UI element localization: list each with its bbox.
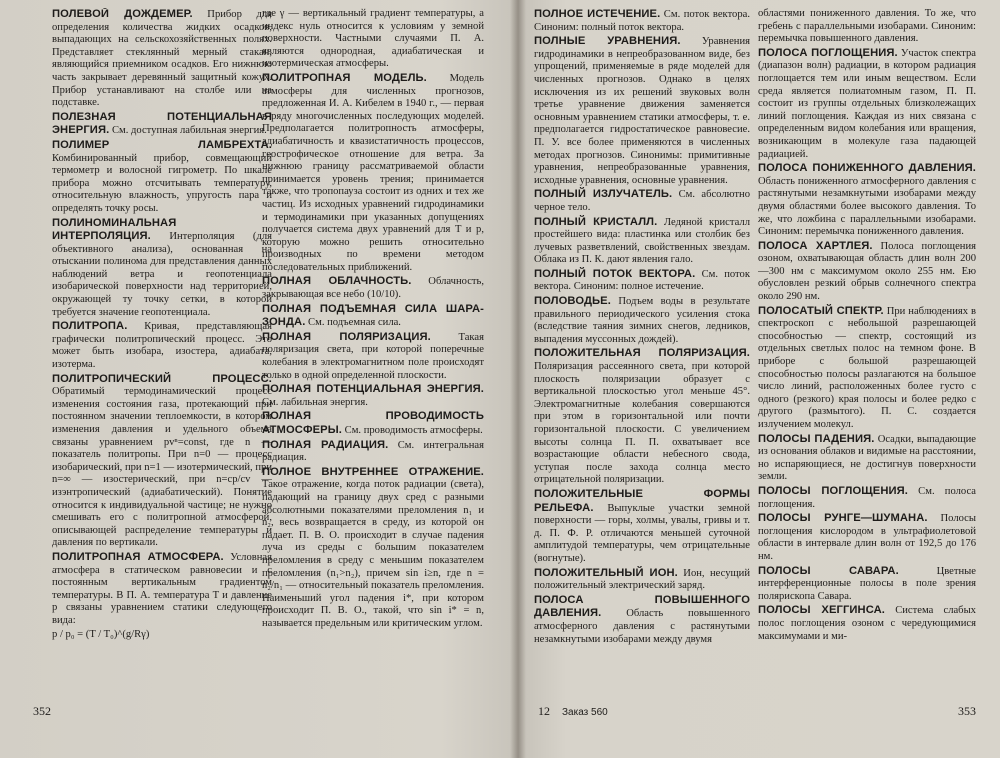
entry-headword: ПОЛНАЯ ПОТЕНЦИАЛЬНАЯ ЭНЕРГИЯ. (262, 383, 484, 396)
dictionary-entry (262, 410, 484, 437)
dictionary-entry (52, 111, 272, 138)
entry-headword: ПОЛОЖИТЕЛЬНАЯ ПОЛЯРИЗАЦИЯ. (534, 347, 750, 360)
entry-headword: ПОЛНАЯ ОБЛАЧНОСТЬ. (262, 275, 412, 288)
entry-body: Область повышенного атмосферного давления с растянутыми незамкнутыми изобарами между двумя (534, 608, 750, 645)
entry-headword: ПОЛИТРОПА. (52, 320, 128, 333)
book-gutter (510, 0, 526, 758)
dictionary-entry (534, 35, 750, 187)
entry-body: Область пониженного атмосферного давления с растянутыми незамкнутыми изобарами между двумя областями более высокого давления. То же, что ложбина с параллельными изобарами. Синоним: перемычка пониженного давления. (758, 175, 976, 238)
entry-body: Подъем воды в результате правильного периодического усиления стока (вследствие таяния зимних снегов, ледников, выпадения муссонных дождей). (534, 296, 750, 345)
dictionary-entry (758, 240, 976, 304)
dictionary-entry (534, 295, 750, 346)
entry-body: областями пониженного давления. То же, что гребень с параллельными изобарами. Синоним: перемычка повышенного давления. (758, 8, 976, 45)
dictionary-entry (534, 594, 750, 646)
dictionary-entry (534, 488, 750, 566)
entry-headword: ПОЛНАЯ ПОЛЯРИЗАЦИЯ. (262, 330, 431, 343)
entry-body: Такое отражение, когда поток радиации (света), падающий на границу двух сред с разными абсолютными показателями преломления n₁ и n₂, весь возвращается в среду, из которой он падает. П. В. О. происходит в случае падения луча из среды с большим показателем преломления в среду с меньшим показателем преломления (n₁>n₂), причем sin i≥n, где n = n₂/n₁ — относительный показатель преломления. Наименьший угол падения i*, при котором происходит П. В. О., такой, что sin i* = n, называется предельным или критическим углом. (262, 479, 484, 629)
page-number-left: 352 (33, 704, 51, 718)
dictionary-entry (534, 567, 750, 593)
entry-body: Ледяной кристалл простейшего вида: пластинка или столбик без лучевых разветвлений, свойственных звездам. Облака из П. К. дают явления гало. (534, 216, 750, 266)
right-page-column-2 (758, 8, 976, 698)
entry-headword: ПОЛОСЫ ПАДЕНИЯ. (758, 432, 875, 445)
footer-signature-number: 12 (538, 704, 550, 718)
dictionary-entry (52, 8, 272, 110)
dictionary-entry (758, 512, 976, 563)
right-page (518, 0, 1000, 758)
entry-headword: ПОЛНОЕ ИСТЕЧЕНИЕ. (534, 8, 661, 20)
dictionary-entry (758, 604, 976, 643)
entry-body: См. доступная лабильная энергия. (109, 125, 267, 137)
dictionary-entry (262, 275, 484, 301)
entry-headword: ПОЛОВОДЬЕ. (534, 295, 611, 308)
entry-body: Модель атмосферы для численных прогнозов, предложенная И. А. Кибелем в 1940 г., — первая в ряду многочисленных последующих моделей. Предполагается политропность атмосферы, адиабатичность и квазистатичность процессов, геострофическое отношение для ветра. За нижнюю границу рассматриваемой области принимается уровень трения; принимается также, что тропопауза состоит из одних и тех же частиц. Из исходных уравнений гидродинамики и термодинамики при указанных допущениях получается система двух уравнений для T и p, которую можно решить относительно производных по времени методом последовательных приближений. (262, 72, 484, 273)
entry-headword: ПОЛОЖИТЕЛЬНЫЙ ИОН. (534, 566, 678, 579)
left-page-column-1 (52, 8, 272, 698)
dictionary-entry (758, 565, 976, 604)
dictionary-entry (262, 439, 484, 465)
dictionary-entry (262, 303, 484, 330)
entry-body: Такая поляризация света, при которой поперечные колебания в электромагнитном поле происходят только в одной определенной плоскости. (262, 331, 484, 381)
entry-body: p / p₀ = (T / T₀)^(g/Rγ) (52, 628, 150, 640)
dictionary-entry (52, 629, 272, 642)
entry-headword: ПОЛЕВОЙ ДОЖДЕМЕР. (52, 8, 193, 20)
entry-body: Кривая, представляющая графически политропический процесс. Это может быть изобара, изостера, адиабата, изотерма. (52, 321, 272, 371)
dictionary-entry (758, 305, 976, 432)
entry-headword: ПОЛЕЗНАЯ ПОТЕНЦИАЛЬНАЯ ЭНЕРГИЯ. (52, 110, 272, 137)
entry-headword: ПОЛИТРОПНАЯ МОДЕЛЬ. (262, 71, 427, 84)
entry-body: Выпуклые участки земной поверхности — горы, холмы, увалы, гривы и т. д. П. Ф. Р. отличаются меньшей суточной амплитудой температуры, чем отрицательные (вогнутые). (534, 502, 750, 564)
dictionary-entry (758, 485, 976, 511)
entry-body: Прибор для определения количества жидких осадков, выпадающих на сельскохозяйственных полях. Представляет стеклянный мерный стакан, являющийся приемником осадков. Его нижнюю часть закрывает деревянный защитный кожух. Прибор устанавливают на столбе или на подставке. (52, 9, 272, 109)
dictionary-entry (52, 217, 272, 320)
entry-body: Облачность, закрывающая все небо (10/10). (262, 276, 484, 301)
entry-headword: ПОЛНЫЙ ИЗЛУЧАТЕЛЬ. (534, 188, 673, 201)
entry-headword: ПОЛОСА ПОГЛОЩЕНИЯ. (758, 46, 898, 59)
entry-headword: ПОЛОСА ПОВЫШЕННОГО ДАВЛЕНИЯ. (534, 593, 750, 620)
entry-headword: ПОЛОСЫ САВАРА. (758, 564, 899, 577)
entry-body: Цветные интерференционные полосы в поле зрения полярископа Савара. (758, 565, 976, 602)
entry-headword: ПОЛИНОМИНАЛЬНАЯ ИНТЕРПОЛЯЦИЯ. (52, 216, 177, 243)
entry-headword: ПОЛНОЕ ВНУТРЕННЕЕ ОТРАЖЕНИЕ. (262, 465, 484, 478)
entry-body: где γ — вертикальный градиент температуры, а индекс нуль относится к условиям у земной поверхности. Частными случаями П. А. являются однородная, адиабатическая и изотермическая атмосферы. (262, 8, 484, 70)
dictionary-entry (52, 373, 272, 550)
entry-body: Комбинированный прибор, совмещающий термометр и волосной гигрометр. По шкале прибора можно отсчитывать температуру, относительную влажность, упругость пара и определять точку росы. (52, 152, 272, 214)
entry-headword: ПОЛНЫЙ ПОТОК ВЕКТОРА. (534, 267, 696, 280)
entry-body: Интерполяция (для объективного анализа), основанная на отыскании полинома для представления данных наблюдений ветра и геопотенциала изобарической поверхности над территорией, окружающей ту точку сетки, в которой требуется значение геопотенциала. (52, 231, 272, 318)
entry-headword: ПОЛОЖИТЕЛЬНЫЕ ФОРМЫ РЕЛЬЕФА. (534, 487, 750, 514)
dictionary-entry (534, 347, 750, 487)
entry-headword: ПОЛОСЫ РУНГЕ—ШУМАНА. (758, 512, 928, 525)
entry-body: Система слабых полос поглощения озоном с чередующимися максимумами и ми- (758, 605, 976, 642)
entry-body: Уравнения гидродинамики в непреобразованном виде, без упрощений, применяемые в ряде моделей для численных прогнозов. Однако в целях исключения из их решений звуковых волн третье уравнение движения заменяется основным уравнением статики атмосферы, т. е. предполагается гидростатическое равновесие. П. У. все более применяются в численных методах прогнозов. Синонимы: примитивные уравнения, непреобразованные уравнения, исходные уравнения, основные уравнения. (534, 36, 750, 186)
entry-body: См. поток вектора. Синоним: полное истечение. (534, 268, 750, 293)
entry-body: См. подъемная сила. (305, 317, 401, 329)
dictionary-entry (758, 433, 976, 484)
entry-body: См. проводимость атмосферы. (342, 425, 483, 436)
entry-headword: ПОЛНАЯ ПОДЪЕМНАЯ СИЛА ШАРА-ЗОНДА. (262, 302, 484, 329)
entry-headword: ПОЛИМЕР ЛАМБРЕХТА. (52, 138, 272, 151)
entry-headword: ПОЛОСЫ ПОГЛОЩЕНИЯ. (758, 484, 908, 497)
left-page-column-2 (262, 8, 484, 698)
entry-body: См. абсолютно черное тело. (534, 189, 750, 213)
entry-body: Участок спектра (диапазон волн) радиации, в котором радиация поглощается тем или иным веществом. Если среда является полиатомным газом, П. П. состоит из группы отдельных близколежащих линий поглощения. Каждая из них связана с определенным видом колебания или вращения, возникающим в молекуле газа падающей радиацией. (758, 47, 976, 160)
entry-body: Полоса поглощения озоном, охватывающая область длин волн 200—300 нм с максимумом около 255 нм. Ею обусловлен резкий обрыв солнечного спектра около 290 нм. (758, 240, 976, 303)
entry-headword: ПОЛИТРОПИЧЕСКИЙ ПРОЦЕСС. (52, 372, 272, 385)
dictionary-entry (534, 216, 750, 267)
entry-body: Ион, несущий положительный электрический заряд. (534, 567, 750, 592)
dictionary-entry (262, 8, 484, 71)
page-number-right: 353 (958, 704, 976, 718)
dictionary-entry (262, 466, 484, 631)
entry-headword: ПОЛНЫЙ КРИСТАЛЛ. (534, 215, 658, 228)
dictionary-entry (758, 8, 976, 46)
dictionary-entry (262, 331, 484, 382)
dictionary-entry (758, 47, 976, 161)
dictionary-entry (758, 162, 976, 239)
entry-headword: ПОЛНЫЕ УРАВНЕНИЯ. (534, 35, 681, 48)
entry-body: См. интегральная радиация. (262, 439, 484, 464)
dictionary-entry (534, 268, 750, 294)
entry-headword: ПОЛОСА ХАРТЛЕЯ. (758, 239, 873, 252)
dictionary-entry (534, 8, 750, 34)
entry-headword: ПОЛОСА ПОНИЖЕННОГО ДАВЛЕНИЯ. (758, 162, 976, 175)
entry-body: См. полоса поглощения. (758, 485, 976, 510)
dictionary-entry (52, 139, 272, 216)
entry-body: Условная атмосфера в статическом равновесии и с постоянным вертикальным градиентом температуры. В П. А. температура T и давление p связаны уравнением статики следующего вида: (52, 551, 272, 626)
entry-headword: ПОЛОСАТЫЙ СПЕКТР. (758, 304, 884, 317)
entry-body: Осадки, выпадающие из основания облаков и видимые на расстоянии, но испаряющиеся, не достигнув поверхности земли. (758, 433, 976, 483)
entry-body: Поляризация рассеянного света, при которой плоскость поляризации образует с вертикальной плоскостью угол меньше 45°. Электромагнитные колебания совершаются при этом в горизонтальной или почти горизонтальной плоскости. С увеличением высоты солнца П. П. охватывает все возрастающие области небесного свода, уступая после захода солнца место отрицательной поляризации. (534, 361, 750, 486)
right-page-column-1 (534, 8, 750, 698)
footer-signature: Заказ 560 (562, 707, 608, 718)
entry-headword: ПОЛНАЯ РАДИАЦИЯ. (262, 438, 389, 451)
dictionary-entry (262, 72, 484, 275)
entry-body: См. поток вектора. Синоним: полный поток вектора. (534, 9, 750, 33)
entry-body: Полосы поглощения кислородом в ультрафиолетовой области в интервале длин волн от 192,5 до 176 нм. (758, 513, 976, 562)
entry-headword: ПОЛИТРОПНАЯ АТМОСФЕРА. (52, 550, 224, 563)
dictionary-entry (262, 383, 484, 409)
dictionary-entry (52, 551, 272, 628)
entry-body: См. лабильная энергия. (262, 396, 368, 408)
dictionary-entry (534, 188, 750, 214)
entry-headword: ПОЛНАЯ ПРОВОДИМОСТЬ АТМОСФЕРЫ. (262, 410, 484, 436)
entry-headword: ПОЛОСЫ ХЕГГИНСА. (758, 604, 886, 617)
entry-body: Обратимый термодинамический процесс изменения состояния газа, протекающий при постоянном значении теплоемкости, в котором изменения давления и удельного объема связаны уравнением pvⁿ=const, где n — показатель политропы. При n=0 — процесс изобарический, при n=1 — изотермический, при n=∞ — изостерический, при n=cp/cv — изэнтропический (адиабатический). Понятие относится к индивидуальной частице; не нужно смешивать его с политропной атмосферой, описывающей распределение температуры и давления по вертикали. (52, 386, 272, 549)
entry-body: При наблюдениях в спектроскоп с небольшой разрешающей способностью — спектр, состоящий из отдельных светлых полос на темном фоне. В приборе с большой разрешающей способностью полосы разлагаются на большое число линий, расположенных более густо с одного (резкого) края полосы и более редко с другого (размытого). П. С. создается излучением молекул. (758, 305, 976, 430)
dictionary-entry (52, 320, 272, 371)
